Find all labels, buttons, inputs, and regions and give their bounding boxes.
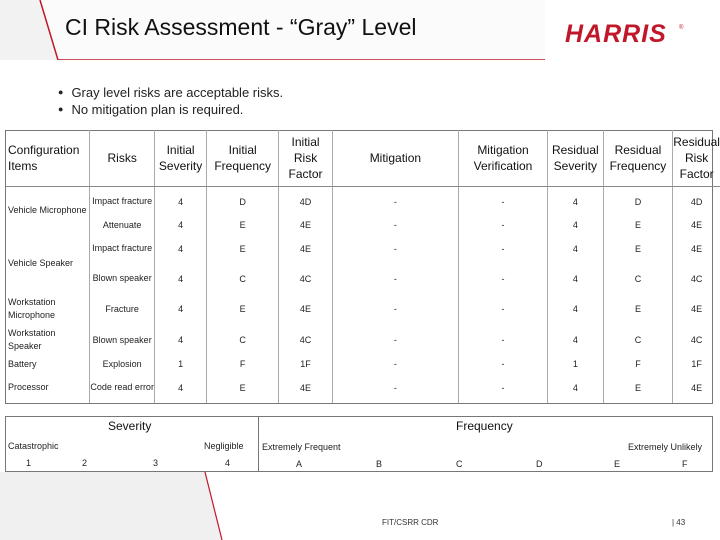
residual-risk-factor-cell: 1F	[691, 359, 702, 369]
table-row	[6, 373, 720, 403]
initial-risk-factor-cell: 4E	[279, 294, 332, 325]
mitigation-verification-cell: -	[459, 373, 548, 403]
risk-cell: Impact fracture	[90, 234, 155, 264]
initial-severity-cell: 4	[155, 325, 207, 356]
bullet-list	[58, 84, 283, 118]
legend-box	[5, 416, 713, 472]
risk-cell: Attenuate	[90, 217, 155, 234]
footer-source: FIT/CSRR CDR	[382, 518, 439, 527]
mitigation-cell: -	[332, 356, 458, 373]
residual-severity-cell: 4	[547, 325, 603, 356]
residual-severity-cell: 4	[547, 373, 603, 403]
residual-severity-cell: 4	[547, 264, 603, 294]
mitigation-cell: -	[332, 187, 458, 217]
frequency-right-label: Extremely Unlikely	[628, 442, 703, 452]
residual-risk-factor-cell: 4E	[691, 220, 703, 230]
bullet-icon: ●	[58, 87, 64, 97]
residual-severity-cell: 1	[547, 356, 603, 373]
initial-risk-factor-cell: 4E	[279, 217, 332, 234]
risk-cell: Impact fracture	[90, 187, 155, 217]
footer-background	[0, 470, 720, 540]
initial-risk-factor-cell: 4D	[279, 187, 332, 217]
severity-left-label: Catastrophic	[8, 441, 59, 451]
table-row	[6, 187, 720, 217]
mitigation-cell: -	[332, 325, 458, 356]
header-residual-risk-factor: Residual Risk Factor	[673, 130, 720, 187]
residual-risk-factor-cell: 4C	[690, 335, 703, 345]
bullet-icon: ●	[58, 104, 64, 114]
frequency-level: C	[456, 459, 463, 469]
header-initial-frequency: Initial Frequency	[206, 130, 278, 187]
mitigation-cell: -	[332, 217, 458, 234]
residual-risk-factor-cell: 4E	[691, 243, 703, 254]
table-row	[6, 356, 720, 373]
config-item: Workstation Microphone	[6, 294, 90, 325]
mitigation-verification-cell: -	[459, 294, 548, 325]
residual-severity-cell: 4	[547, 234, 603, 264]
residual-frequency-cell: E	[603, 234, 673, 264]
risk-cell: Code read error	[90, 373, 155, 403]
initial-severity-cell: 4	[155, 373, 207, 403]
severity-right-label: Negligible	[204, 441, 244, 451]
initial-severity-cell: 4	[155, 264, 207, 294]
header-initial-risk-factor: Initial Risk Factor	[279, 130, 332, 187]
mitigation-verification-cell: -	[459, 234, 548, 264]
header-initial-severity: Initial Severity	[155, 130, 207, 187]
table-header-row	[6, 130, 720, 187]
page-number: | 43	[672, 518, 686, 527]
config-item: Vehicle Microphone	[6, 187, 90, 234]
residual-frequency-cell: C	[603, 325, 673, 356]
config-item: Vehicle Speaker	[6, 234, 90, 294]
frequency-level: E	[614, 459, 621, 469]
mitigation-verification-cell: -	[459, 187, 548, 217]
table-row	[6, 217, 720, 234]
residual-frequency-cell: E	[603, 217, 673, 234]
frequency-level: A	[296, 459, 303, 469]
risk-table	[6, 130, 720, 403]
mitigation-verification-cell: -	[459, 325, 548, 356]
logo-text: HARRIS	[565, 20, 667, 46]
risk-cell: Fracture	[90, 294, 155, 325]
config-item: Workstation Speaker	[6, 325, 90, 356]
initial-risk-factor-cell: 4E	[279, 373, 332, 403]
residual-risk-factor-cell: 4C	[690, 273, 703, 284]
initial-severity-cell: 1	[155, 356, 207, 373]
frequency-level: D	[536, 459, 543, 469]
mitigation-verification-cell: -	[459, 356, 548, 373]
initial-frequency-cell: D	[206, 187, 278, 217]
initial-severity-cell: 4	[155, 187, 207, 217]
residual-frequency-cell: C	[603, 264, 673, 294]
initial-frequency-cell: C	[206, 325, 278, 356]
mitigation-cell: -	[332, 373, 458, 403]
residual-frequency-cell: F	[603, 356, 673, 373]
header-residual-severity: Residual Severity	[547, 130, 603, 187]
initial-severity-cell: 4	[155, 294, 207, 325]
mitigation-cell: -	[332, 294, 458, 325]
frequency-left-label: Extremely Frequent	[262, 442, 341, 452]
initial-risk-factor-cell: 4C	[279, 264, 332, 294]
initial-frequency-cell: E	[206, 234, 278, 264]
residual-severity-cell: 4	[547, 217, 603, 234]
config-item: Processor	[6, 373, 90, 403]
severity-level: 3	[153, 458, 159, 468]
harris-logo	[565, 20, 687, 46]
frequency-level: B	[376, 459, 383, 469]
residual-frequency-cell: E	[603, 373, 673, 403]
residual-frequency-cell: E	[603, 294, 673, 325]
mitigation-verification-cell: -	[459, 217, 548, 234]
initial-frequency-cell: E	[206, 217, 278, 234]
table-row	[6, 325, 720, 356]
risk-cell: Explosion	[90, 356, 155, 373]
mitigation-cell: -	[332, 234, 458, 264]
page-title: CI Risk Assessment - “Gray” Level	[65, 14, 417, 40]
residual-frequency-cell: D	[603, 187, 673, 217]
severity-level: 2	[82, 458, 88, 468]
severity-level: 1	[26, 458, 32, 468]
bullet-item: ● Gray level risks are acceptable risks.	[58, 85, 284, 100]
mitigation-cell: -	[332, 264, 458, 294]
residual-severity-cell: 4	[547, 187, 603, 217]
severity-title: Severity	[108, 419, 152, 433]
header-residual-frequency: Residual Frequency	[603, 130, 673, 187]
frequency-title: Frequency	[456, 419, 513, 433]
initial-risk-factor-cell: 1F	[279, 356, 332, 373]
config-item: Battery	[6, 356, 90, 373]
bullet-item: ● No mitigation plan is required.	[58, 102, 244, 117]
risk-cell: Blown speaker	[90, 325, 155, 356]
header-mitigation: Mitigation	[332, 130, 458, 187]
frequency-level: F	[682, 459, 688, 469]
residual-risk-factor-cell: 4E	[691, 304, 703, 314]
svg-text:®: ®	[679, 25, 684, 31]
mitigation-verification-cell: -	[459, 264, 548, 294]
initial-severity-cell: 4	[155, 217, 207, 234]
header-risks: Risks	[90, 130, 155, 187]
initial-risk-factor-cell: 4E	[279, 234, 332, 264]
initial-risk-factor-cell: 4C	[279, 325, 332, 356]
initial-frequency-cell: F	[206, 356, 278, 373]
initial-frequency-cell: C	[206, 264, 278, 294]
initial-frequency-cell: E	[206, 294, 278, 325]
severity-level: 4	[225, 458, 231, 468]
table-row	[6, 294, 720, 325]
initial-severity-cell: 4	[155, 234, 207, 264]
legend-divider	[258, 417, 259, 471]
residual-severity-cell: 4	[547, 294, 603, 325]
table-row	[6, 264, 720, 294]
residual-risk-factor-cell: 4D	[690, 196, 703, 207]
header-mitigation-verification: Mitigation Verification	[459, 130, 548, 187]
header-config-items: Configuration Items	[6, 130, 90, 187]
residual-risk-factor-cell: 4E	[691, 382, 703, 393]
table-row	[6, 234, 720, 264]
initial-frequency-cell: E	[206, 373, 278, 403]
risk-cell: Blown speaker	[90, 264, 155, 294]
